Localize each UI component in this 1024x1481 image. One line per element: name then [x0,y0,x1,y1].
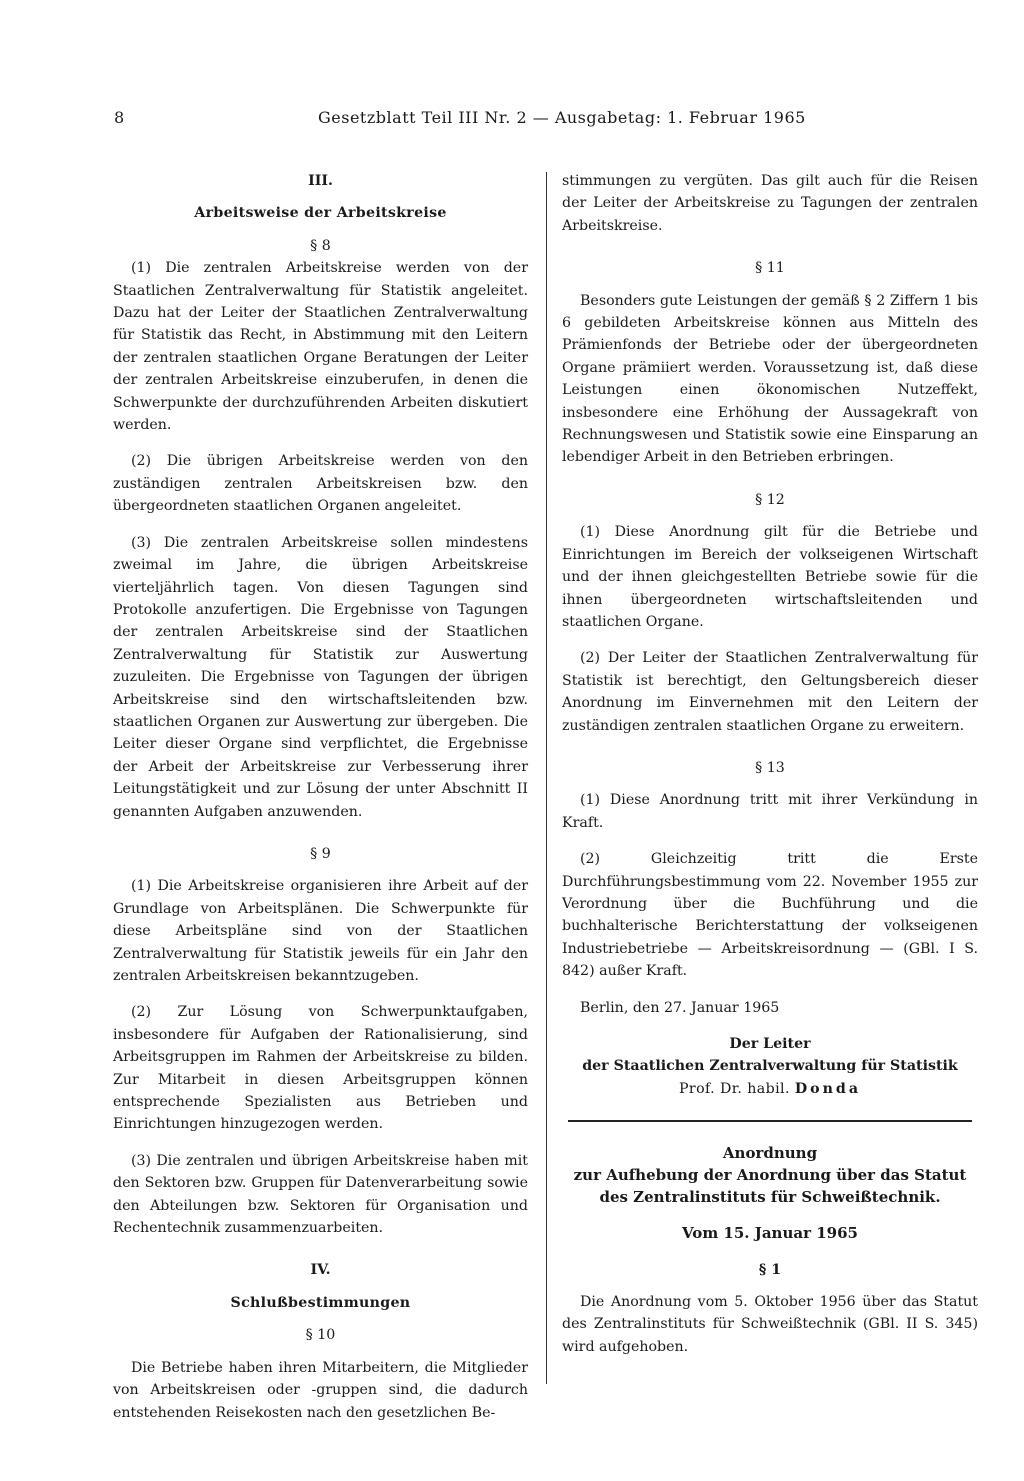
paragraph-8-1: (1) Die zentralen Arbeitskreise werden von der Staatlichen Zentralverwaltung für Statistik angeleitet. Dazu hat der Leiter der Staatlichen Zentralverwaltung für Statistik das Recht, in Abstimmung mit den Leitern der zentralen staatlichen Organe Beratungen der Leiter der zentralen Arbeitskreise einzuberufen, in denen die Schwerpunkte der durchzuführenden Arbeiten diskutiert werden. [113,260,528,434]
section-4-roman: IV. [310,1262,331,1279]
left-column [113,170,528,1424]
paragraph-12-1: (1) Diese Anordnung gilt für die Betriebe und Einrichtungen im Bereich der volkseigenen Wirtschaft und der ihnen gleichgestellten Betriebe sowie für die ihnen übergeordneten wirtschaftsleitenden und staatlichen Organe. [562,524,978,630]
signature-name: Donda [794,1080,862,1097]
paragraph-9-2: (2) Zur Lösung von Schwerpunktaufgaben, insbesondere für Aufgaben der Rationalisierung, sind Arbeitsgruppen im Rahmen der Arbeitskreise zu bilden. Zur Mitarbeit in diesen Arbeitsgruppen können entsprechende Spezialisten aus Betrieben und Einrichtungen hinzugezogen werden. [113,1004,528,1133]
new-paragraph-1-symbol: § 1 [758,1261,782,1278]
paragraph-10-text-b: stimmungen zu vergüten. Das gilt auch für die Reisen der Leiter der Arbeitskreise zu Tagungen der zentralen Arbeitskreise. [562,173,978,234]
section-4-heading: Schlußbestimmungen [230,1294,411,1311]
new-document-title-2: zur Aufhebung der Anordnung über das Statut [573,1166,967,1185]
signature-name-line [562,1078,978,1100]
paragraph-11-symbol: § 11 [755,260,785,277]
signature-title-2: der Staatlichen Zentralverwaltung für Statistik [582,1058,958,1075]
paragraph-8-symbol: § 8 [310,237,331,254]
new-paragraph-1-text: Die Anordnung vom 5. Oktober 1956 über das Statut des Zentralinstituts für Schweißtechnik (GBl. II S. 345) wird aufgehoben. [562,1294,978,1355]
signature-name-prefix: Prof. Dr. habil. [678,1080,790,1097]
column-divider [546,172,547,1384]
paragraph-12-2: (2) Der Leiter der Staatlichen Zentralverwaltung für Statistik ist berechtigt, den Geltungsbereich dieser Anordnung im Einvernehmen mit den Leitern der zuständigen zentralen staatlichen Organe zu erweitern. [562,650,978,734]
right-column [562,170,978,1358]
paragraph-10-symbol: § 10 [305,1327,336,1344]
section-3-heading: Arbeitsweise der Arbeitskreise [194,205,447,222]
new-document-title-3: des Zentralinstituts für Schweißtechnik. [599,1188,941,1207]
paragraph-12-symbol: § 12 [755,491,785,508]
header-title: Gesetzblatt Teil III Nr. 2 — Ausgabetag: 1. Februar 1965 [318,108,806,127]
paragraph-9-1: (1) Die Arbeitskreise organisieren ihre Arbeit auf der Grundlage von Arbeitsplänen. Die Schwerpunkte für diese Arbeitspläne sind von der Staatlichen Zentralverwaltung für Statistik jeweils für ein Jahr den zentralen Arbeitskreisen bekanntzugeben. [113,878,528,984]
signature-title-1: Der Leiter [729,1036,811,1052]
page-number: 8 [114,108,125,127]
paragraph-13-1: (1) Diese Anordnung tritt mit ihrer Verkündung in Kraft. [562,792,978,831]
paragraph-8-3: (3) Die zentralen Arbeitskreise sollen mindestens zweimal im Jahre, die übrigen Arbeitskreise vierteljährlich tagen. Von diesen Tagungen sind Protokolle anzufertigen. Die Ergebnisse von Tagungen der zentralen Arbeitskreise sind der Staatlichen Zentralverwaltung für Statistik zur Auswertung zuzuleiten. Die Ergebnisse von Tagungen der übrigen Arbeitskreise sind den wirtschaftsleitenden bzw. staatlichen Organen zur Auswertung zur übergeben. Die Leiter dieser Organe sind verpflichtet, die Ergebnisse der Arbeit der Arbeitskreise zur Verbesserung ihrer Leitungstätigkeit und zur Lösung der unter Abschnitt II genannten Aufgaben anzuwenden. [113,534,528,820]
place-date: Berlin, den 27. Januar 1965 [580,999,780,1016]
paragraph-8-2: (2) Die übrigen Arbeitskreise werden von den zuständigen zentralen Arbeitskreisen bzw. den übergeordneten staatlichen Organen angeleitet. [113,453,528,515]
page-header [0,108,1024,134]
new-document-date: Vom 15. Januar 1965 [682,1224,858,1243]
paragraph-10-text-a: Die Betriebe haben ihren Mitarbeitern, die Mitglieder von Arbeitskreisen oder -gruppen sind, die dadurch entstehenden Reisekosten nach den gesetzlichen Be- [113,1359,528,1421]
paragraph-9-symbol: § 9 [310,845,331,862]
section-3-roman: III. [308,173,333,189]
paragraph-9-3: (3) Die zentralen und übrigen Arbeitskreise haben mit den Sektoren bzw. Gruppen für Datenverarbeitung sowie den Abteilungen bzw. Sektoren für Organisation und Rechentechnik zusammenzuarbeiten. [113,1152,528,1237]
paragraph-11-text: Besonders gute Leistungen der gemäß § 2 Ziffern 1 bis 6 gebildeten Arbeitskreise können aus Mitteln des Prämienfonds der Betriebe oder der übergeordneten Organe prämiiert werden. Voraussetzung ist, daß diese Leistungen einen ökonomischen Nutzeffekt, insbesondere eine Erhöhung der Aussagekraft von Rechnungswesen und Statistik sowie eine Einsparung an lebendiger Arbeit in den Betrieben erbringen. [562,292,978,466]
paragraph-13-symbol: § 13 [755,759,785,776]
paragraph-13-2: (2) Gleichzeitig tritt die Erste Durchführungsbestimmung vom 22. November 1955 zur Verordnung über die Buchführung und die buchhalterische Berichterstattung der volkseigenen Industriebetriebe — Arbeitskreisordnung — (GBl. I S. 842) außer Kraft. [562,851,978,980]
new-document-title-1: Anordnung [722,1144,818,1163]
